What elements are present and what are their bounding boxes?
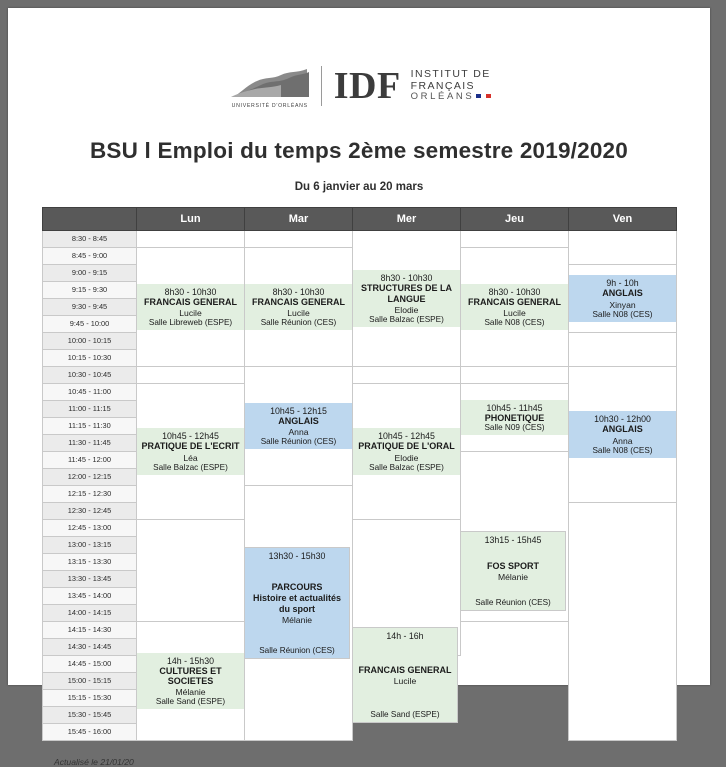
event-mer-afternoon[interactable] (352, 627, 458, 723)
time-label: 14:30 - 14:45 (43, 639, 137, 656)
time-label: 10:30 - 10:45 (43, 367, 137, 384)
header-day-ven: Ven (569, 208, 677, 231)
document-page (8, 8, 710, 767)
event-time: 10h45 - 12h45 (162, 431, 219, 442)
event-time: 10h45 - 11h45 (486, 402, 543, 413)
event-mer-midday[interactable] (353, 384, 461, 520)
header-day-mer: Mer (353, 208, 461, 231)
time-label: 10:15 - 10:30 (43, 350, 137, 367)
event-teacher: Léa (183, 452, 198, 463)
timetable (42, 207, 676, 741)
university-logo-icon (227, 63, 313, 109)
event-time: 9h - 10h (606, 278, 639, 289)
slot-mer-empty-1 (353, 367, 461, 384)
footer-note: Actualisé le 21/01/20 (54, 757, 134, 767)
time-label: 10:45 - 11:00 (43, 384, 137, 401)
event-name: FRANCAIS GENERAL (358, 664, 452, 675)
event-teacher: Mélanie (281, 615, 313, 626)
time-label: 12:45 - 13:00 (43, 520, 137, 537)
event-teacher: Anna (612, 435, 633, 446)
event-name: PHONETIQUE (484, 412, 545, 423)
event-lun-midday[interactable] (137, 384, 245, 520)
slot-ven-empty-1 (569, 231, 677, 265)
event-time: 10h30 - 12h00 (594, 414, 651, 425)
french-flag-icon (476, 94, 491, 98)
time-label: 9:30 - 9:45 (43, 299, 137, 316)
event-time: 10h45 - 12h45 (378, 431, 435, 442)
logo-line-1: INSTITUT DE (410, 67, 491, 80)
time-label: 10:00 - 10:15 (43, 333, 137, 350)
event-room: Salle Réunion (CES) (475, 598, 551, 607)
page-subtitle: Du 6 janvier au 20 mars (294, 181, 424, 193)
event-time: 8h30 - 10h30 (488, 286, 541, 297)
event-name: ANGLAIS (278, 415, 319, 426)
event-teacher: Lucile (393, 676, 417, 687)
time-label: 13:45 - 14:00 (43, 588, 137, 605)
time-label: 11:15 - 11:30 (43, 418, 137, 435)
header-corner (43, 208, 137, 231)
logo-divider (321, 66, 322, 106)
event-room: Salle N08 (CES) (592, 445, 653, 455)
event-name: FRANCAIS GENERAL (251, 296, 345, 307)
time-label: 12:15 - 12:30 (43, 486, 137, 503)
event-room: Salle N09 (CES) (484, 423, 545, 433)
event-name: FRANCAIS GENERAL (143, 296, 237, 307)
event-teacher: Mélanie (497, 572, 529, 583)
header-day-mar: Mar (245, 208, 353, 231)
slot-ven-empty-2 (569, 333, 677, 367)
table-row (43, 231, 677, 248)
event-lun-morning[interactable] (137, 248, 245, 367)
event-time: 8h30 - 10h30 (164, 286, 217, 297)
event-time: 13h15 - 15h45 (484, 535, 542, 545)
time-label: 8:45 - 9:00 (43, 248, 137, 265)
event-teacher: Elodie (394, 304, 419, 315)
event-jeu-midday[interactable] (461, 384, 569, 452)
slot-ven-empty-3 (569, 503, 677, 741)
event-teacher: Elodie (394, 452, 419, 463)
time-label: 11:30 - 11:45 (43, 435, 137, 452)
header-day-lun: Lun (137, 208, 245, 231)
event-jeu-morning[interactable] (461, 248, 569, 367)
slot-mar-empty-1 (245, 231, 353, 248)
header-day-jeu: Jeu (461, 208, 569, 231)
page-title: BSU l Emploi du temps 2ème semestre 2019/2020 (89, 138, 628, 163)
event-ven-morning[interactable] (569, 265, 677, 333)
event-subtitle: Histoire et actualités du sport (252, 593, 342, 614)
event-name: PARCOURS (271, 581, 323, 592)
event-mar-midday[interactable] (245, 367, 353, 486)
event-room: Salle Balzac (ESPE) (369, 314, 444, 324)
event-jeu-afternoon[interactable] (460, 531, 566, 611)
logo-line-3: ORLÉANS (410, 91, 475, 103)
event-time: 13h30 - 15h30 (268, 551, 326, 561)
event-teacher: Lucile (503, 308, 526, 319)
event-name: ANGLAIS (602, 424, 643, 435)
table-row (43, 367, 677, 384)
event-room: Salle Libreweb (ESPE) (148, 318, 233, 328)
event-time: 8h30 - 10h30 (272, 286, 325, 297)
event-room: Salle Sand (ESPE) (370, 710, 440, 719)
event-name: FRANCAIS GENERAL (467, 296, 561, 307)
time-label: 12:30 - 12:45 (43, 503, 137, 520)
time-label: 11:45 - 12:00 (43, 452, 137, 469)
slot-lun-empty-1 (137, 231, 245, 248)
university-name: UNIVERSITÉ D'ORLÉANS (231, 103, 308, 109)
event-time: 10h45 - 12h15 (270, 405, 327, 416)
time-label: 14:00 - 14:15 (43, 605, 137, 622)
time-label: 12:00 - 12:15 (43, 469, 137, 486)
event-lun-afternoon[interactable] (137, 622, 245, 741)
event-room: Salle Réunion (CES) (260, 318, 337, 328)
slot-lun-empty-3 (137, 520, 245, 622)
logo-acronym: IDF (333, 65, 401, 107)
event-teacher: Mélanie (175, 687, 206, 698)
slot-jeu-empty-2 (461, 367, 569, 384)
slot-jeu-empty-1 (461, 231, 569, 248)
event-time: 8h30 - 10h30 (380, 273, 433, 284)
timetable-header-row (43, 208, 677, 231)
event-teacher: Lucile (179, 308, 202, 319)
event-teacher: Xinyan (609, 299, 636, 310)
logo-header (8, 60, 710, 112)
event-name: STRUCTURES DE LA LANGUE (360, 283, 452, 304)
time-label: 13:00 - 13:15 (43, 537, 137, 554)
event-teacher: Lucile (287, 308, 310, 319)
time-label: 14:45 - 15:00 (43, 656, 137, 673)
event-name: CULTURES ET SOCIETES (159, 665, 222, 686)
time-label: 15:00 - 15:15 (43, 673, 137, 690)
event-room: Salle N08 (CES) (592, 309, 653, 319)
logo-line-3-row (411, 92, 492, 103)
time-label: 14:15 - 14:30 (43, 622, 137, 639)
time-label: 15:30 - 15:45 (43, 707, 137, 724)
event-name: FOS SPORT (486, 560, 539, 571)
time-label: 9:45 - 10:00 (43, 316, 137, 333)
event-mar-afternoon[interactable] (244, 547, 350, 659)
event-room: Salle Réunion (CES) (260, 437, 337, 447)
event-ven-midday[interactable] (569, 367, 677, 503)
time-label: 13:15 - 13:30 (43, 554, 137, 571)
event-time: 14h - 15h30 (167, 655, 214, 666)
logo-line-2: FRANÇAIS (410, 79, 475, 92)
event-room: Salle N08 (CES) (484, 318, 545, 328)
time-label: 15:45 - 16:00 (43, 724, 137, 741)
event-name: ANGLAIS (602, 288, 643, 299)
event-room: Salle Réunion (CES) (259, 646, 335, 655)
event-name: PRATIQUE DE L'ORAL (358, 441, 455, 452)
event-name: PRATIQUE DE L'ECRIT (141, 441, 240, 452)
event-time: 14h - 16h (386, 631, 424, 641)
logo-institute-name (411, 69, 492, 103)
time-label: 11:00 - 11:15 (43, 401, 137, 418)
time-label: 9:15 - 9:30 (43, 282, 137, 299)
event-room: Salle Sand (ESPE) (155, 697, 226, 707)
slot-lun-empty-2 (137, 367, 245, 384)
time-label: 15:15 - 15:30 (43, 690, 137, 707)
time-label: 13:30 - 13:45 (43, 571, 137, 588)
event-teacher: Anna (288, 427, 309, 438)
event-mer-morning[interactable] (353, 231, 461, 367)
time-label: 8:30 - 8:45 (43, 231, 137, 248)
event-room: Salle Balzac (ESPE) (369, 462, 444, 472)
time-label: 9:00 - 9:15 (43, 265, 137, 282)
event-room: Salle Balzac (ESPE) (153, 462, 228, 472)
event-mar-morning[interactable] (245, 248, 353, 367)
